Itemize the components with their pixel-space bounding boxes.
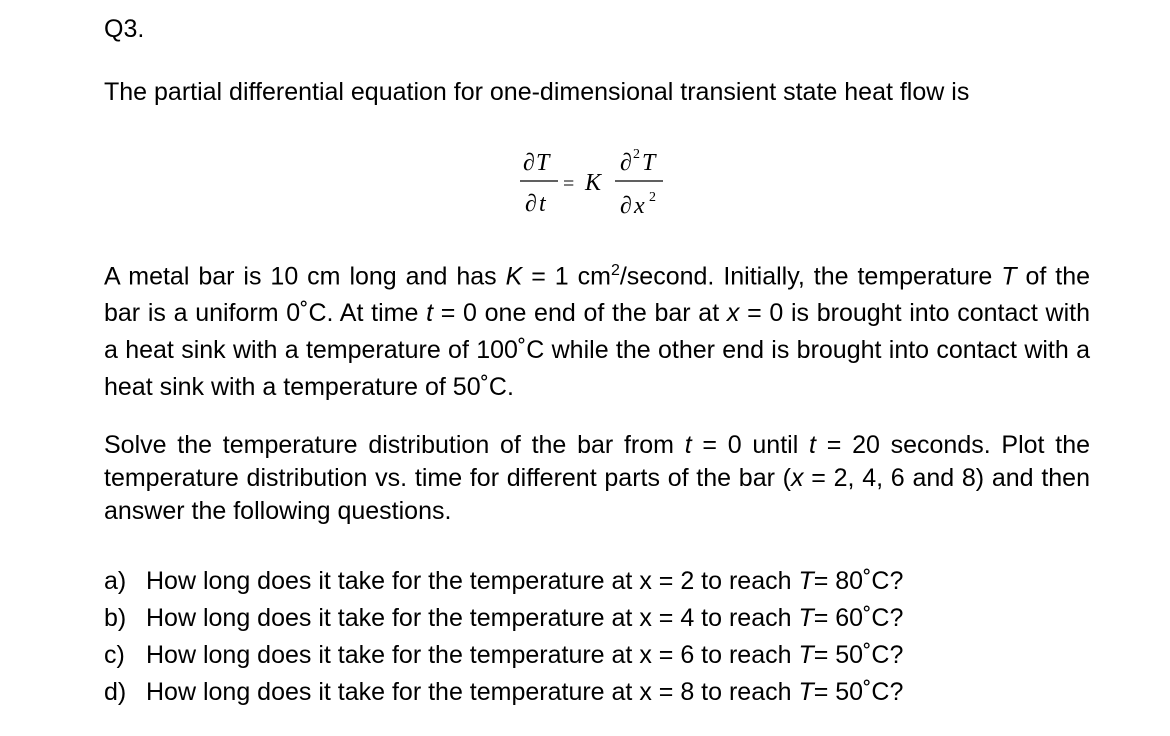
eq-partial-4: ∂ xyxy=(620,193,632,219)
question-label: Q3. xyxy=(104,15,145,43)
eq-partial-2: ∂ xyxy=(525,191,537,217)
task-paragraph: Solve the temperature distribution of the bar from t = 0 until t = 20 seconds. Plot the temperature distribution vs. time for different parts of the bar (x = 2, 4, 6 and 8) and then answer the following questions. xyxy=(104,431,1091,525)
eq-x: x xyxy=(634,193,645,219)
list-item: b) How long does it take for the temperature at x = 4 to reach T= 60˚C? xyxy=(104,604,904,632)
heat-equation xyxy=(517,145,687,220)
eq-partial-3: ∂ xyxy=(620,150,632,176)
list-item: a) How long does it take for the temperature at x = 2 to reach T= 80˚C? xyxy=(104,567,904,595)
eq-t: t xyxy=(539,191,546,217)
eq-power-2: 2 xyxy=(649,190,656,205)
eq-power-1: 2 xyxy=(633,147,640,162)
list-item: d) How long does it take for the temperature at x = 8 to reach T= 50˚C? xyxy=(104,678,904,706)
question-list xyxy=(104,563,903,711)
intro-text: The partial differential equation for one-dimensional transient state heat flow is xyxy=(104,78,970,106)
eq-T-2: T xyxy=(642,150,656,176)
eq-equals: = xyxy=(563,173,575,195)
eq-partial-1: ∂ xyxy=(523,150,535,176)
problem-paragraph: A metal bar is 10 cm long and has K = 1 $cm^2$/second. Initially, the temperature T of the bar is a uniform 0˚C. At time t = 0 one end of the bar at x = 0 is brought into contact with a heat sink with a temperature of 100˚C while the other end is brought into contact with a heat sink with a temperature of 50˚C. xyxy=(104,262,1091,402)
eq-T-1: T xyxy=(536,150,550,176)
eq-K: K xyxy=(585,170,602,196)
list-item: c) How long does it take for the temperature at x = 6 to reach T= 50˚C? xyxy=(104,641,904,669)
